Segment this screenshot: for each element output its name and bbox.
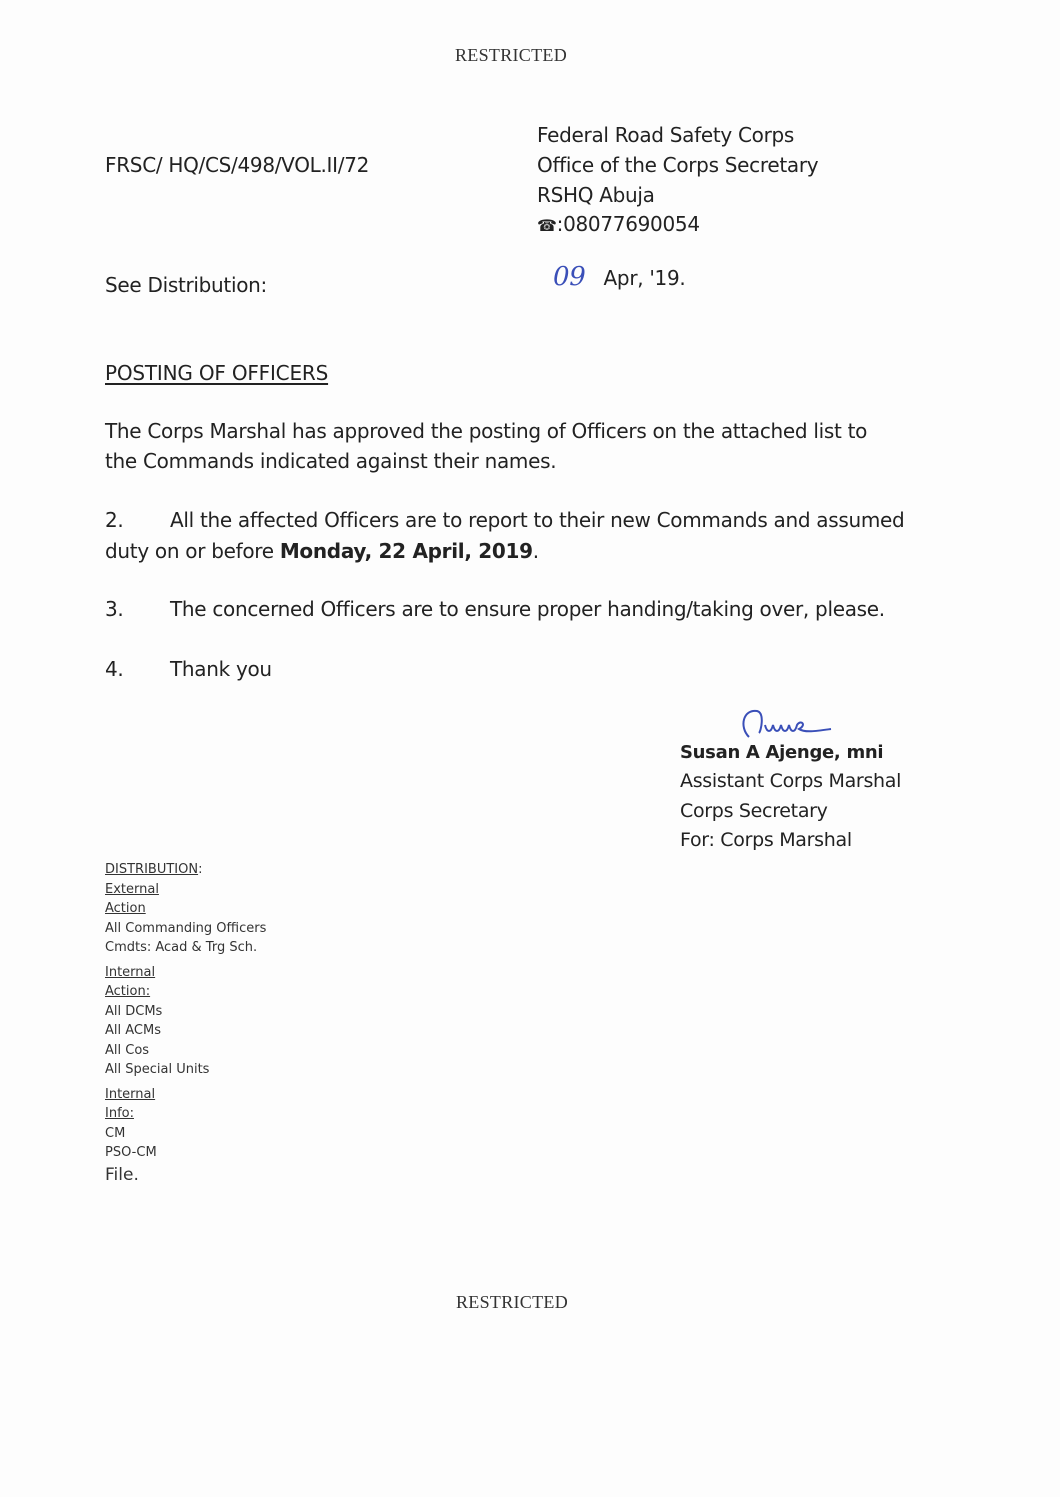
internal-item: All Special Units xyxy=(105,1062,210,1077)
internal-label: Internal xyxy=(105,964,156,980)
distribution-heading-text: DISTRIBUTION xyxy=(105,862,199,877)
paragraph-2-line-2 xyxy=(105,539,539,563)
distribution-heading xyxy=(105,860,266,880)
internal-action-label: Action: xyxy=(105,984,151,999)
footer-classification: RESTRICTED xyxy=(456,1292,569,1312)
paragraph-2-line-1 xyxy=(105,508,904,532)
paragraph-4 xyxy=(105,657,272,681)
signatory-name: Susan A Ajenge, mni xyxy=(680,742,884,763)
external-item: Cmdts: Acad & Trg Sch. xyxy=(105,940,258,955)
external-action-label: Action xyxy=(105,901,146,916)
internal-item: All ACMs xyxy=(105,1023,161,1038)
sender-phone xyxy=(537,212,700,236)
info-item: PSO-CM xyxy=(105,1145,157,1160)
paragraph-4-text: Thank you xyxy=(170,657,272,681)
paragraph-1-line-1: The Corps Marshal has approved the posting of Officers on the attached list to xyxy=(105,419,868,443)
paragraph-3 xyxy=(105,597,885,621)
date-month-year: Apr, '19. xyxy=(603,266,686,290)
external-item: All Commanding Officers xyxy=(105,920,267,936)
internal-item: All DCMs xyxy=(105,1003,163,1019)
addressee: See Distribution: xyxy=(105,273,267,297)
signatory-title: Corps Secretary xyxy=(680,800,828,822)
info-item: CM xyxy=(105,1125,126,1141)
phone-icon: ☎ xyxy=(537,216,557,235)
paragraph-2-text: All the affected Officers are to report to their new Commands and assumed xyxy=(170,508,905,532)
paragraph-2-pre: duty on or before xyxy=(105,539,280,563)
paragraph-2-number: 2. xyxy=(105,508,124,532)
paragraph-3-text: The concerned Officers are to ensure proper handing/taking over, please. xyxy=(170,597,885,621)
handwritten-signature xyxy=(735,703,865,747)
header-classification: RESTRICTED xyxy=(455,45,568,65)
sender-location: RSHQ Abuja xyxy=(537,183,655,207)
letter-date xyxy=(553,262,685,292)
paragraph-3-number: 3. xyxy=(105,597,124,621)
internal-item: All Cos xyxy=(105,1042,150,1058)
signatory-rank: Assistant Corps Marshal xyxy=(680,770,902,792)
paragraph-1-line-2: the Commands indicated against their names. xyxy=(105,449,557,473)
external-label: External xyxy=(105,881,159,897)
internal-info-group-label: Internal xyxy=(105,1086,156,1102)
signatory-for: For: Corps Marshal xyxy=(680,829,852,851)
report-deadline: Monday, 22 April, 2019 xyxy=(279,539,533,563)
phone-number: :08077690054 xyxy=(556,212,700,236)
sender-org: Federal Road Safety Corps xyxy=(537,123,795,147)
paragraph-2-post: . xyxy=(532,539,539,563)
distribution-list xyxy=(105,860,266,1187)
reference-number: FRSC/ HQ/CS/498/VOL.II/72 xyxy=(105,153,370,177)
distribution-heading-colon: : xyxy=(198,862,203,877)
internal-info-label: Info: xyxy=(105,1106,134,1121)
paragraph-4-number: 4. xyxy=(105,657,124,681)
subject-title: POSTING OF OFFICERS xyxy=(105,361,329,385)
date-day-handwritten: 09 xyxy=(553,262,586,292)
sender-office: Office of the Corps Secretary xyxy=(537,153,819,177)
file-copy: File. xyxy=(105,1164,139,1185)
